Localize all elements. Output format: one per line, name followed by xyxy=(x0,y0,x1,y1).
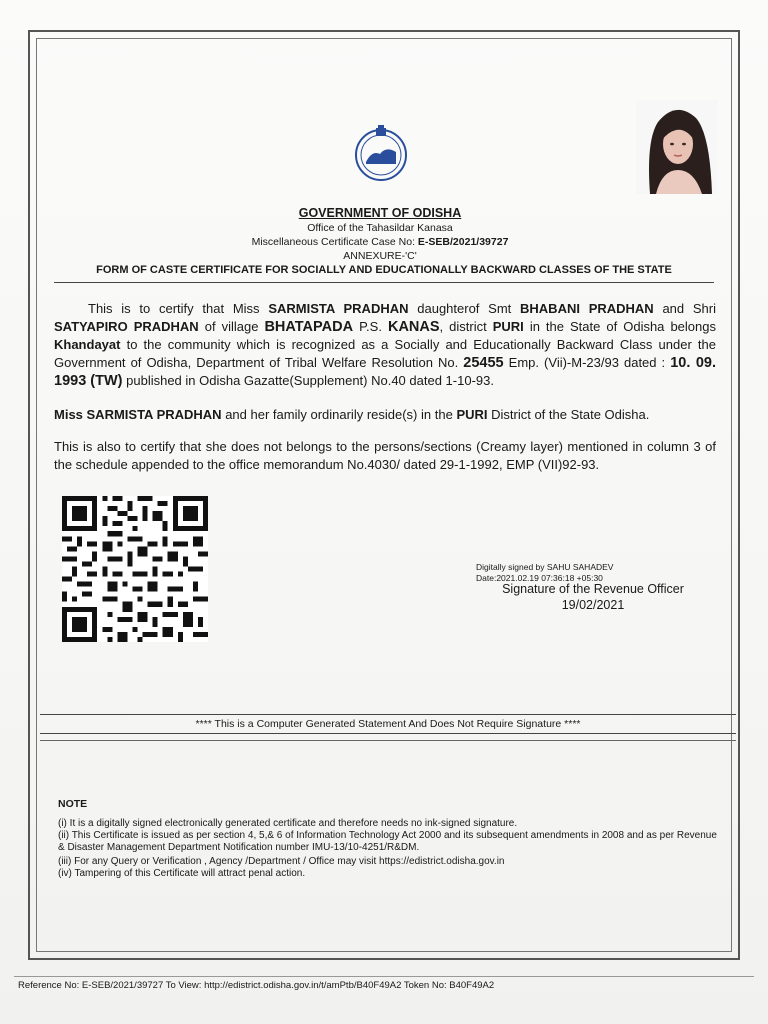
applicant-photo xyxy=(636,100,718,194)
note-item-4: (iv) Tampering of this Certificate will attract penal action. xyxy=(58,868,306,879)
note-item-1: (i) It is a digitally signed electronically generated certificate and therefore needs no ink-signed signature. xyxy=(58,818,518,829)
header-divider xyxy=(54,282,714,283)
form-title: FORM OF CASTE CERTIFICATE FOR SOCIALLY AND EDUCATIONALLY BACKWARD CLASSES OF THE STATE xyxy=(96,264,672,276)
note-item-2: (ii) This Certificate is issued as per section 4, 5,& 6 of Information Technology Act 2000 and its subsequent amendments in 2008 and as per Revenue & Disaster Management Department Notification number IMU-13/10-4251/R&DM. xyxy=(58,830,717,853)
statement-divider xyxy=(40,740,736,741)
digital-signature-line-1: Digitally signed by SAHU SAHADEV xyxy=(476,562,614,572)
signature-title: Signature of the Revenue Officer xyxy=(502,582,684,596)
footer-divider xyxy=(14,976,754,977)
odisha-emblem-icon xyxy=(352,124,410,182)
annexure-line: ANNEXURE-'C' xyxy=(343,250,417,262)
office-line: Office of the Tahasildar Kanasa xyxy=(307,222,453,234)
certificate-paragraph-1: This is to certify that Miss SARMISTA PRADHAN daughterof Smt BHABANI PRADHAN and Shri SATYAPIRO PRADHAN of village BHATAPADA P.S. KANAS, district PURI in the State of Odisha belongs Khandayat to the community which is recognized as a Socially and Educationally Backward Class under the Government of Odisha, Department of Tribal Welfare Resolution No. 25455 Emp. (Vii)-M-23/93 dated : 10. 09. 1993 (TW) published in Odisha Gazatte(Supplement) No.40 dated 1-10-93. xyxy=(54,301,716,389)
signature-date: 19/02/2021 xyxy=(561,598,625,612)
reference-footer: Reference No: E-SEB/2021/39727 To View: http://edistrict.odisha.gov.in/t/amPtb/B40F49A2 Token No: B40F49A2 xyxy=(18,980,495,991)
note-title: NOTE xyxy=(58,798,88,810)
case-number-line: Miscellaneous Certificate Case No: E-SEB/2021/39727 xyxy=(251,236,509,248)
digital-signature-line-2: Date:2021.02.19 07:36:18 +05:30 xyxy=(476,573,603,583)
computer-generated-statement: **** This is a Computer Generated Statement And Does Not Require Signature **** xyxy=(40,714,736,734)
government-title: GOVERNMENT OF ODISHA xyxy=(298,206,462,220)
qr-code-icon[interactable] xyxy=(62,496,208,642)
note-item-3: (iii) For any Query or Verification , Agency /Department / Office may visit https://edistrict.odisha.gov.in xyxy=(58,856,505,867)
certificate-paragraph-3: This is also to certify that she does not belongs to the persons/sections (Creamy layer) mentioned in column 3 of the schedule appended to the office memorandum No.4030/ dated 29-1-1992, EMP (VII)92-93. xyxy=(54,439,716,472)
certificate-paragraph-2: Miss SARMISTA PRADHAN and her family ordinarily reside(s) in the PURI District of the State Odisha. xyxy=(54,407,650,422)
